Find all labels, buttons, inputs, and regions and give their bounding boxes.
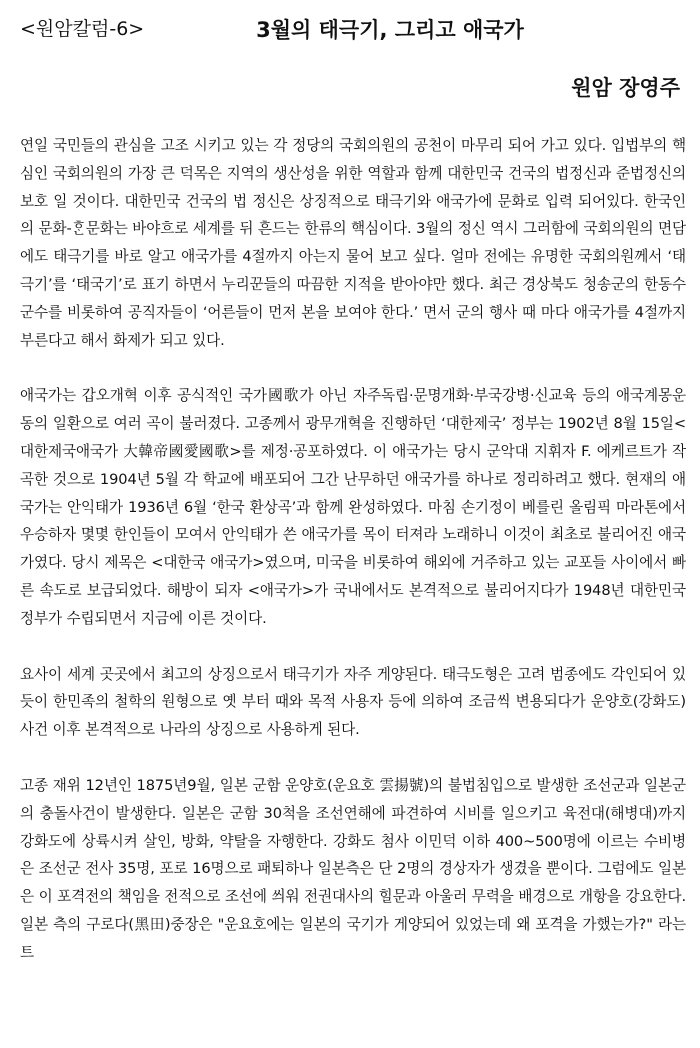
paragraph-2: 애국가는 갑오개혁 이후 공식적인 국가國歌가 아닌 자주독립·문명개화·부국강병·신교육 등의 애국계몽운동의 일환으로 여러 곡이 불러졌다. 고종께서 광무개혁을 진행하던 ‘대한제국’ 정부는 1902년 8월 15일<대한제국애국가 大韓帝國愛國歌>를 제정·공포하였다. 이 애국가는 당시 군악대 지휘자 F. 에케르트가 작곡한 것으로 1904년 5월 각 학교에 배포되어 그간 난무하던 애국가를 하나로 정리하려고 했다. 현재의 애국가는 안익태가 1936년 6월 ‘한국 환상곡’과 함께 완성하였다. 마침 손기정이 베를린 올림픽 마라톤에서 우승하자 몇몇 한인들이 모여서 안익태가 쓴 애국가를 목이 터져라 노래하니 이것이 최초로 불리어진 애국가였다. 당시 제목은 <대한국 애국가>였으며, 미국을 비롯하여 해외에 거주하고 있는 교포들 사이에서 빠른 속도로 보급되었다. 해방이 되자 <애국가>가 국내에서도 본격적으로 불리어지다가 1948년 대한민국정부가 수립되면서 지금에 이른 것이다. xyxy=(20,387,686,627)
author-name: 원암 장영주 xyxy=(571,76,680,100)
article-title: 3월의 태극기, 그리고 애국가 xyxy=(256,18,524,42)
article-body xyxy=(20,132,686,995)
paragraph-3: 요사이 세계 곳곳에서 최고의 상징으로서 태극기가 자주 게양된다. 태극도형은 고려 범종에도 각인되어 있듯이 한민족의 철학의 원형으로 옛 부터 때와 목적 사용자 등에 의하여 조금씩 변용되다가 운양호(강화도)사건 이후 본격적으로 나라의 상징으로 사용하게 된다. xyxy=(20,665,686,739)
paragraph-1: 연일 국민들의 관심을 고조 시키고 있는 각 정당의 국회의원의 공천이 마무리 되어 가고 있다. 입법부의 핵심인 국회의원의 가장 큰 덕목은 지역의 생산성을 위한 역할과 함께 대한민국 건국의 법정신과 준법정신의 보호 일 것이다. 대한민국 건국의 법 정신은 상징적으로 태극기와 애국가에 문화로 입력 되어있다. 한국인의 문화-ᄒᆞᆫ문화는 바야흐로 세계를 뒤 흔드는 한류의 핵심이다. 3월의 정신 역시 그러함에 국회의원의 면담에도 태극기를 바로 알고 애국가를 4절까지 아는지 물어 보고 싶다. 얼마 전에는 유명한 국회의원께서 ‘태극기’를 ‘태국기’로 표기 하면서 누리꾼들의 따끔한 지적을 받아야만 했다. 최근 경상북도 청송군의 한동수 군수를 비롯하여 공직자들이 ‘어른들이 먼저 본을 보여야 한다.’ 면서 군의 행사 때 마다 애국가를 4절까지 부른다고 해서 화제가 되고 있다. xyxy=(20,137,686,349)
column-header xyxy=(0,0,700,60)
paragraph-4: 고종 재위 12년인 1875년9월, 일본 군함 운양호(운요호 雲揚號)의 불법침입으로 발생한 조선군과 일본군의 충돌사건이 발생한다. 일본은 군함 30척을 조선연해에 파견하여 시비를 일으키고 육전대(해병대)까지 강화도에 상륙시켜 살인, 방화, 약탈을 자행한다. 강화도 첨사 이민덕 이하 400~500명에 이르는 수비병은 조선군 전사 35명, 포로 16명으로 패퇴하나 일본측은 단 2명의 경상자가 생겼을 뿐이다. 그럼에도 일본은 이 포격전의 책임을 전적으로 조선에 씌워 전권대사의 힐문과 아울러 무력을 배경으로 개항을 강요한다. 일본 측의 구로다(黑田)중장은 "운요호에는 일본의 국기가 게양되어 있었는데 왜 포격을 가했는가?" 라는 트 xyxy=(20,776,686,961)
column-series-label: <원암칼럼-6> xyxy=(20,18,145,40)
